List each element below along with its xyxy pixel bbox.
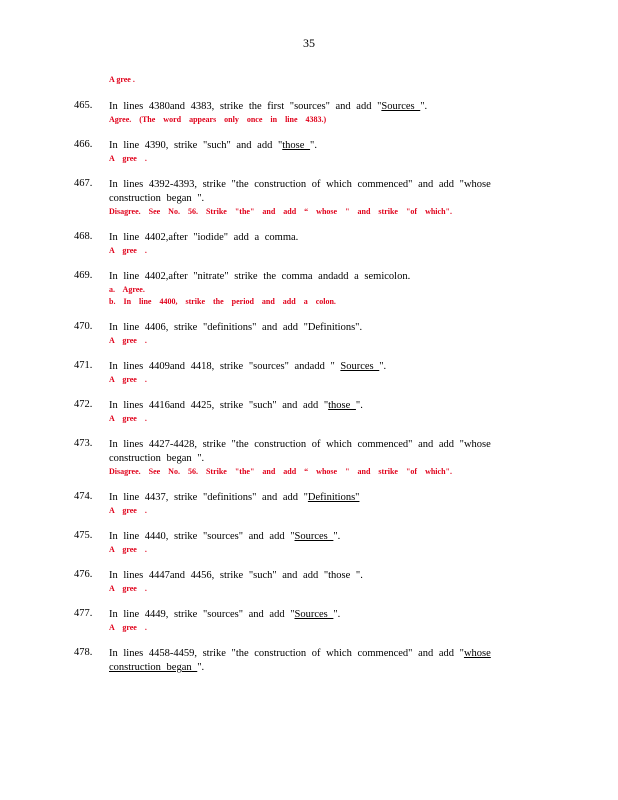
comment-text-part: ".	[197, 662, 205, 673]
item-body	[109, 321, 519, 347]
response-text: Disagree. See No. 56. Strike "the" and add “ whose " and strike "of which".	[109, 467, 452, 476]
comment-item	[0, 647, 618, 675]
comment-text	[109, 438, 519, 466]
response-text: A gree .	[109, 584, 147, 593]
comment-text-part: In lines 4409and 4418, strike "sources" andadd "	[109, 361, 341, 372]
item-number: 477.	[74, 608, 93, 619]
response-text: b. In line 4400, strike the period and add a colon.	[109, 297, 336, 306]
comment-text	[109, 360, 519, 374]
comment-item	[0, 100, 618, 126]
item-number: 472.	[74, 399, 93, 410]
comment-text	[109, 178, 519, 206]
comment-text-part: ".	[333, 531, 341, 542]
comment-text-part: In line 4440, strike "sources" and add "	[109, 531, 295, 542]
comment-text-part: In line 4406, strike "definitions" and add "Definitions".	[109, 322, 363, 333]
comment-item	[0, 491, 618, 517]
item-number: 469.	[74, 270, 93, 281]
response-text: A gree .	[109, 246, 147, 255]
comment-item	[0, 139, 618, 165]
comment-text-part: ".	[310, 140, 317, 151]
comment-text-part: In line 4402,after "iodide" add a comma.	[109, 232, 299, 243]
item-number: 474.	[74, 491, 93, 502]
comment-text-part: In lines 4447and 4456, strike "such" and add "those ".	[109, 570, 363, 581]
item-body	[109, 569, 519, 595]
underlined-insertion: Sources	[381, 101, 421, 112]
item-body	[109, 530, 519, 556]
comment-list	[0, 100, 618, 688]
comment-text	[109, 321, 519, 335]
item-number: 478.	[74, 647, 93, 658]
response-text: A gree .	[109, 506, 147, 515]
item-number: 468.	[74, 231, 93, 242]
comment-item	[0, 321, 618, 347]
comment-item	[0, 231, 618, 257]
item-body	[109, 270, 519, 308]
comment-text-part: In lines 4380and 4383, strike the first "sources" and add "	[109, 101, 382, 112]
comment-text-part: In lines 4458-4459, strike "the construction of which commenced" and add "	[109, 648, 464, 659]
underlined-insertion: Definitions"	[307, 492, 360, 503]
comment-text	[109, 270, 519, 284]
comment-text	[109, 399, 519, 413]
comment-item	[0, 608, 618, 634]
item-body	[109, 647, 519, 675]
underlined-insertion: whose construction began	[109, 648, 491, 673]
item-body	[109, 231, 519, 257]
underlined-insertion: Sources	[294, 531, 334, 542]
comment-item	[0, 530, 618, 556]
item-number: 473.	[74, 438, 93, 449]
item-number: 470.	[74, 321, 93, 332]
item-body	[109, 139, 519, 165]
response-text: A gree .	[109, 336, 147, 345]
comment-item	[0, 270, 618, 308]
comment-text	[109, 569, 519, 583]
item-number: 466.	[74, 139, 93, 150]
item-body	[109, 360, 519, 386]
comment-text-part: In lines 4427-4428, strike "the construction of which commenced" and add "whose construction began ".	[109, 439, 491, 464]
comment-text	[109, 231, 519, 245]
item-number: 467.	[74, 178, 93, 189]
item-body	[109, 399, 519, 425]
item-number: 475.	[74, 530, 93, 541]
lead-response: A gree .	[109, 75, 135, 84]
response-text: A gree .	[109, 623, 147, 632]
comment-text-part: In line 4390, strike "such" and add "	[109, 140, 283, 151]
item-number: 476.	[74, 569, 93, 580]
comment-text	[109, 530, 519, 544]
response-text: a. Agree.	[109, 285, 145, 294]
item-body	[109, 438, 519, 478]
item-body	[109, 608, 519, 634]
comment-text	[109, 491, 519, 505]
comment-item	[0, 438, 618, 478]
comment-item	[0, 569, 618, 595]
response-text: A gree .	[109, 154, 147, 163]
comment-text-part: In line 4402,after "nitrate" strike the comma andadd a semicolon.	[109, 271, 411, 282]
underlined-insertion: those	[282, 140, 311, 151]
response-text: A gree .	[109, 375, 147, 384]
comment-text-part: ".	[379, 361, 387, 372]
comment-text-part: In line 4449, strike "sources" and add "	[109, 609, 295, 620]
underlined-insertion: Sources	[294, 609, 334, 620]
comment-text-part: In lines 4392-4393, strike "the construction of which commenced" and add "whose construction began ".	[109, 179, 491, 204]
comment-text	[109, 608, 519, 622]
comment-text-part: ".	[333, 609, 341, 620]
response-text: Agree. (The word appears only once in line 4383.)	[109, 115, 327, 124]
item-body	[109, 178, 519, 218]
response-text: A gree .	[109, 414, 147, 423]
comment-text-part: In line 4437, strike "definitions" and add "	[109, 492, 308, 503]
item-body	[109, 491, 519, 517]
page-number: 35	[303, 36, 315, 50]
comment-text-part: ".	[420, 101, 428, 112]
underlined-insertion: those	[328, 400, 356, 411]
comment-item	[0, 399, 618, 425]
item-number: 465.	[74, 100, 93, 111]
comment-item	[0, 360, 618, 386]
underlined-insertion: Sources	[340, 361, 380, 372]
comment-item	[0, 178, 618, 218]
comment-text-part: ".	[355, 400, 363, 411]
comment-text	[109, 647, 519, 675]
comment-text-part: In lines 4416and 4425, strike "such" and add "	[109, 400, 329, 411]
item-body	[109, 100, 519, 126]
item-number: 471.	[74, 360, 93, 371]
comment-text	[109, 139, 519, 153]
response-text: Disagree. See No. 56. Strike "the" and add “ whose " and strike "of which".	[109, 207, 452, 216]
response-text: A gree .	[109, 545, 147, 554]
comment-text	[109, 100, 519, 114]
